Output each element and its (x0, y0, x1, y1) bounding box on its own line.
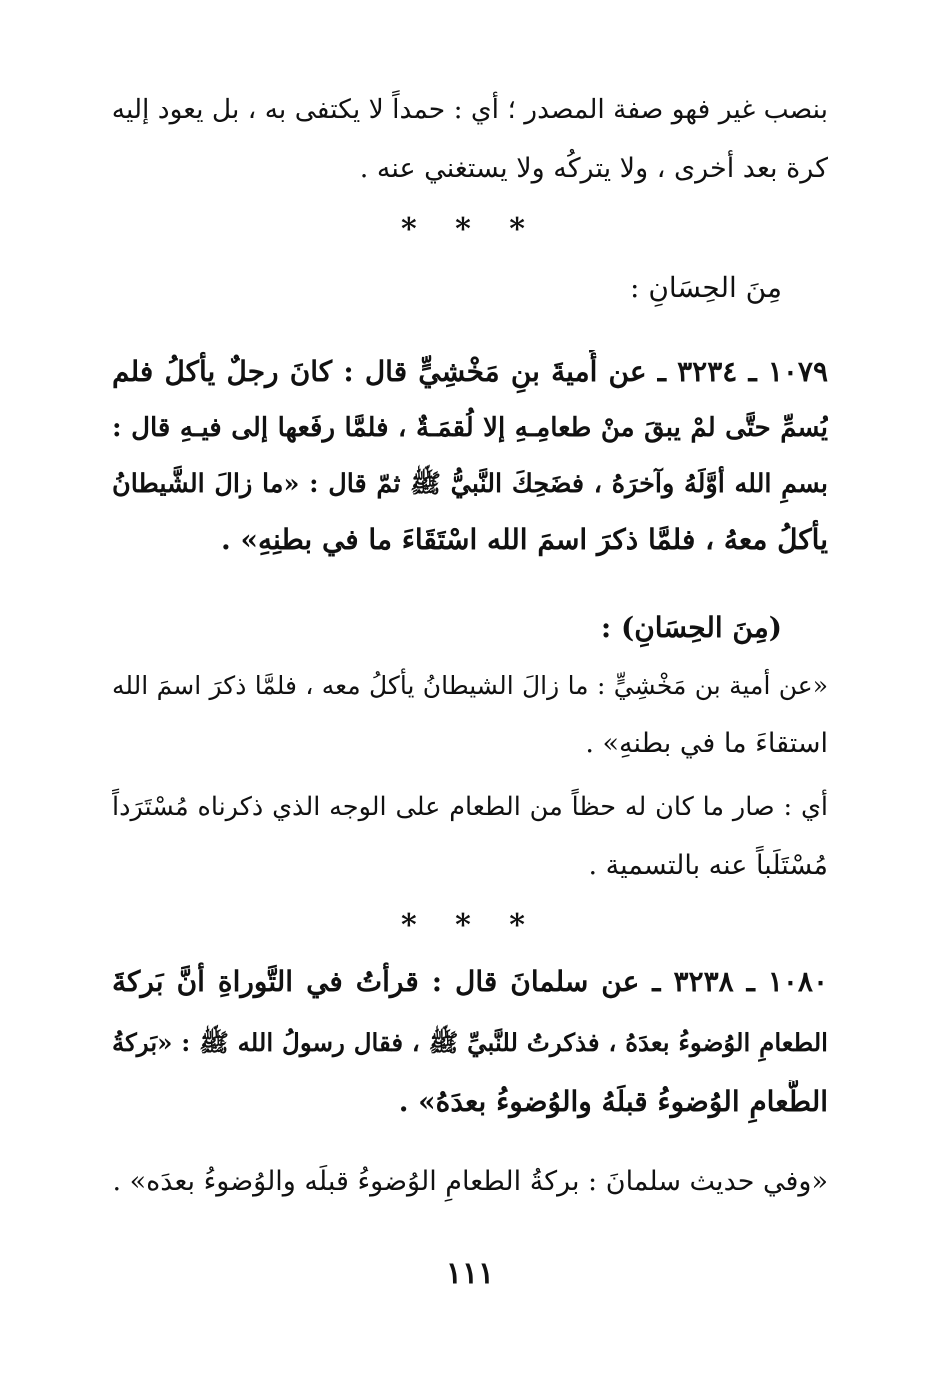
section-heading: مِنَ الحِسَانِ : (629, 271, 782, 304)
intro-line: بنصب غير فهو صفة المصدر ؛ أي : حمداً لا يكتفى به ، بل يعود إليه (112, 94, 828, 125)
hadith-line: الطَّعامِ الوُضوءُ قبلَهُ والوُضوءُ بعدَهُ» . (398, 1085, 828, 1118)
commentary-line: استقاءَ ما في بطنهِ» . (585, 728, 828, 759)
hadith-line: بسمِ الله أوَّلَهُ وآخرَهُ ، فضَحِكَ النَّبيُّ ﷺ ثمّ قال : «ما زالَ الشَّيطانُ (112, 469, 828, 499)
commentary-line: «عن أمية بن مَخْشِيٍّ : ما زالَ الشيطانُ يأكلُ معه ، فلمَّا ذكرَ اسمَ الله (112, 671, 828, 700)
section-separator: * * * (401, 212, 539, 247)
hadith-line: الطعامِ الوُضوءُ بعدَهُ ، فذكرتُ للنَّبيِّ ﷺ ، فقال رسولُ الله ﷺ : «بَركةُ (112, 1028, 828, 1057)
explanation-line: مُسْتَلَباً عنه بالتسمية . (588, 850, 828, 881)
commentary-heading: (مِنَ الحِسَانِ) : (600, 611, 782, 644)
hadith-line: ١٠٧٩ ـ ٣٢٣٤ ـ عن أُميةَ بنِ مَخْشِيٍّ قال : كانَ رجلٌ يأكلُ فلم (112, 355, 828, 388)
explanation-line: أي : صار ما كان له حظاً من الطعام على الوجه الذي ذكرناه مُسْتَرَداً (112, 792, 828, 822)
hadith-line: ١٠٨٠ ـ ٣٢٣٨ ـ عن سلمانَ قال : قرأتُ في التَّوراةِ أنَّ بَركةَ (112, 965, 828, 998)
intro-line: كرة بعد أخرى ، ولا يتركُه ولا يستغني عنه . (359, 153, 828, 184)
section-separator: * * * (401, 908, 539, 943)
commentary-line: «وفي حديث سلمانَ : بركةُ الطعامِ الوُضوءُ قبلَه والوُضوءُ بعدَه» . (112, 1166, 828, 1197)
hadith-line: يُسمِّ حتَّى لمْ يبقَ منْ طعامِـهِ إلا لُقمَـةٌ ، فلمَّا رفَعها إلى فيـهِ قال : (112, 413, 828, 443)
hadith-line: يأكلُ معهُ ، فلمَّا ذكرَ اسمَ الله اسْتَقَاءَ ما في بطنِهِ» . (220, 523, 828, 556)
page-number: ١١١ (445, 1256, 495, 1291)
